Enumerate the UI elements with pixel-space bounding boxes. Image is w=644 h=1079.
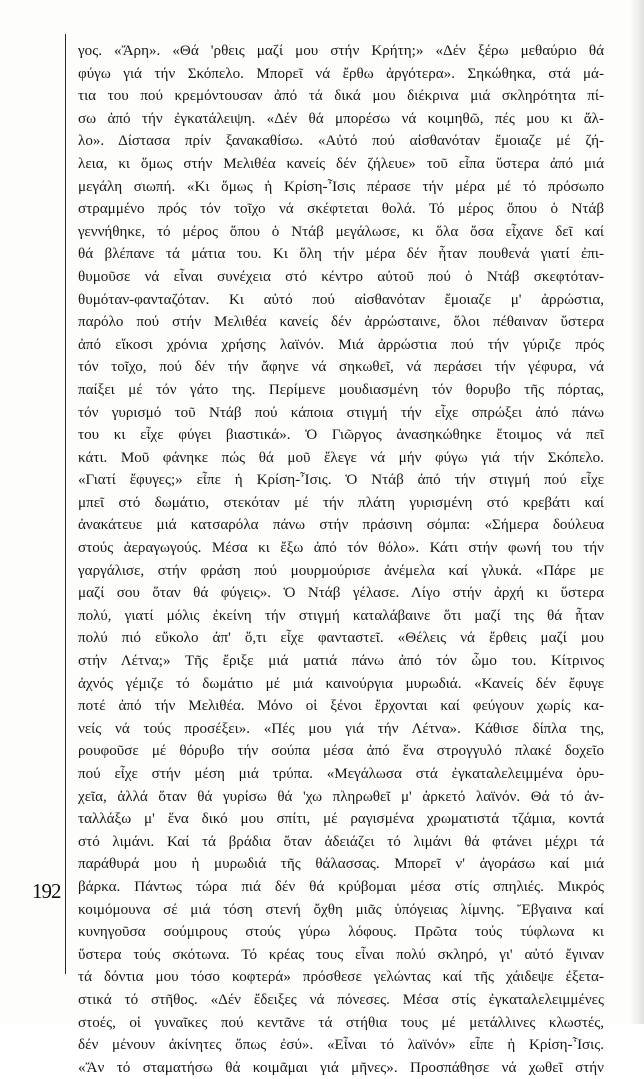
text-line: «Γιατί ἔφυγες;» εἶπε ἡ Κρίση-Ἶσις. Ὁ Ντάβ ἀπό τήν στιγμή πού εἶχε [78, 472, 604, 489]
text-line: χεῖα, ἀλλά ὅταν θά γυρίσω θά 'χω πληρωθεῖ μ' ἀρκετό λαϊνόν. Θά τό ἀν- [78, 788, 604, 805]
text-line: φύγω γιά τήν Σκόπελο. Μπορεῖ νά ἔρθω ἀργότερα». Σηκώθηκα, στά μά- [78, 65, 604, 82]
text-line: σω ἀπό τήν ἐγκατάλειψη. «Δέν θά μπορέσω νά κοιμηθῶ, πές μου κι ἄλ- [78, 110, 604, 127]
text-line: μαζί σου ὅταν θά φύγεις». Ὁ Ντάβ γέλασε. Λίγο στήν ἀρχή κι ὕστερα [78, 585, 604, 602]
text-line: τόν τοῖχο, πού δέν τήν ἄφηνε νά σηκωθεῖ, νά περάσει τήν γέφυρα, νά [78, 359, 604, 376]
text-line: κάτι. Μοῦ φάνηκε πώς θά μοῦ ἔλεγε νά μήν φύγω γιά τήν Σκόπελο. [78, 449, 604, 466]
margin-rule [65, 34, 66, 974]
text-line: τόν γυρισμό τοῦ Ντάβ πού κάποια στιγμή τήν εἶχε σπρώξει ἀπό πάνω [78, 404, 604, 421]
text-line: του κι εἶχε φύγει βιαστικά». Ὁ Γιῶργος ἀνασηκώθηκε ἕτοιμος νά πεῖ [78, 427, 604, 444]
text-line: κυνηγοῦσα σούμιρους στούς γύρω λόφους. Πρῶτα τούς τύφλωνα κι [78, 924, 604, 941]
text-line: στήν Λέτνα;» Τῆς ἔριξε μιά ματιά πάνω ἀπό τόν ὦμο του. Κίτρινος [78, 653, 604, 670]
text-line: γαργάλισε, στήν φράση πού μουρμούρισε ἀνέμελα καί γλυκά. «Πάρε με [78, 562, 604, 579]
text-line: ποτέ ἀπό τήν Μελιθέα. Μόνο οἱ ξένοι ἔρχονται καί φεύγουν χωρίς κα- [78, 698, 604, 715]
text-line: πολύ, γιατί μόλις ἐκείνη τήν στιγμή καταλάβαινε ὅτι μαζί της θά ἦταν [78, 607, 604, 624]
text-line: ρουφοῦσε μέ θόρυβο τήν σούπα μέσα ἀπό ἕνα στρογγυλό πλακέ δοχεῖο [78, 743, 604, 760]
text-line: βάρκα. Πάντως τώρα πιά δέν θά κρύβομαι μέσα στίς σπηλιές. Μικρός [78, 878, 604, 895]
text-line: γος. «Ἄρη». «Θά 'ρθεις μαζί μου στήν Κρήτη;» «Δέν ξέρω μεθαύριο θά [78, 43, 604, 59]
text-line: μπεῖ στό δωμάτιο, στεκόταν μέ τήν πλάτη γυρισμένη στό κρεβάτι καί [78, 494, 604, 511]
text-line: γεννήθηκε, τό μέρος ὅπου ὁ Ντάβ μεγάλωσε, κι ὅλα ὅσα εἶχανε δεῖ καί [78, 223, 604, 240]
text-line: στοές, οἱ γυναῖκες πού κεντᾶνε τά στήθια τους μέ μετάλλινες κλωστές, [78, 1014, 604, 1031]
text-line: στικά τό στῆθος. «Δέν ἔδειξες νά πόνεσες. Μέσα στίς ἐγκαταλελειμμένες [78, 991, 604, 1008]
text-line: πού εἶχε στήν μέση μιά τρύπα. «Μεγάλωσα στά ἐγκαταλελειμμένα ὀρυ- [78, 766, 604, 782]
text-line: λεια, κι ὅμως στήν Μελιθέα κανείς δέν ζήλευε» τοῦ εἶπα ὕστερα ἀπό μιά [78, 155, 604, 172]
text-line: τια του πού κρεμόντουσαν ἀπό τά δικά μου διέκρινα μιά σκληρότητα πί- [78, 88, 604, 105]
text-line: τά δόντια μου τόσο κοφτερά» πρόσθεσε γελώντας καί τῆς χάιδεψε ἐξετα- [78, 969, 604, 986]
text-line: κοιμόμουνα σέ μιά τόση στενή ὄχθη μιᾶς ὑπόγειας λίμνης. Ἔβγαινα καί [78, 901, 604, 918]
body-text [78, 40, 604, 1079]
text-line: στραμμένο πρός τόν τοῖχο νά σκέφτεται θολά. Τό μέρος ὅπου ὁ Ντάβ [78, 201, 604, 218]
text-line: δέν μένουν ἀκίνητες ὅπως ἐσύ». «Εἶναι τό λαϊνόν» εἶπε ἡ Κρίση-Ἶσις. [78, 1037, 604, 1054]
text-line: στούς ἀεραγωγούς. Μέσα κι ἔξω ἀπό τόν θόλο». Κάτι στήν φωνή του τήν [78, 540, 604, 557]
text-line: ἀπό εἴκοσι χρόνια χρήσης λαϊνόν. Μιά ἀρρώστια πού τήν γύριζε πρός [78, 336, 604, 353]
text-line: παίξει μέ τόν γάτο της. Περίμενε μουδιασμένη τόν θορυβο τῆς πόρτας, [78, 381, 604, 398]
text-line: παρόλο πού στήν Μελιθέα κανείς δέν ἀρρώσταινε, ὅλοι πέθαιναν ὕστερα [78, 314, 604, 331]
text-line: ἀνακάτευε μιά κατσαρόλα πάνω στήν πράσινη σόμπα: «Σήμερα δούλευα [78, 517, 604, 534]
page-number: 192 [32, 879, 61, 903]
text-line: νείς νά τούς προσέξει». «Πές μου γιά τήν Λέτνα». Κάθισε δίπλα της, [78, 720, 604, 737]
text-line: μεγάλη σιωπή. «Κι ὅμως ἡ Κρίση-Ἶσις πέρασε τήν μέρα μέ τό πρόσωπο [78, 178, 604, 195]
page-edge-shadow [630, 0, 644, 1024]
text-line: ὕστερα τούς σκότωνα. Τό κρέας τους εἶναι πολύ σκληρό, γι' αὐτό ἔγιναν [78, 946, 604, 963]
text-line: «Ἄν τό σταματήσω θά κοιμᾶμαι γιά μῆνες». Προσπάθησε νά χωθεῖ στήν [78, 1059, 604, 1076]
text-line: ἀχνός γέμιζε τό δωμάτιο μέ μιά καινούργια μυρωδιά. «Κανείς δέν ἔφυγε [78, 675, 604, 692]
text-line: θυμοῦσε νά εἶναι συνέχεια στό κέντρο αὐτοῦ πού ὁ Ντάβ σκεφτόταν- [78, 268, 604, 285]
text-line: στό λιμάνι. Καί τά βράδια ὅταν ἀδειάζει τό λιμάνι θά φτάνει μέχρι τά [78, 833, 604, 850]
text-line: παράθυρά μου ἡ μυρωδιά τῆς θάλασσας. Μπορεῖ ν' ἀγοράσω καί μιά [78, 856, 604, 873]
text-line: θά βλέπανε τά μάτια του. Κι ὅλη τήν μέρα δέν ἦταν πουθενά γιατί ἐπι- [78, 246, 604, 263]
text-line: θυμόταν-φανταζόταν. Κι αὐτό πού αἰσθανόταν ἔμοιαζε μ' ἀρρώστια, [78, 291, 604, 308]
text-line: πολύ πιό εὔκολο ἀπ' ὅ,τι εἶχε φανταστεῖ. «Θέλεις νά ἔρθεις μαζί μου [78, 630, 604, 647]
text-line: ταλλάξω μ' ἕνα δικό μου σπίτι, μέ ραγισμένα χρωματιστά τζάμια, κοντά [78, 811, 604, 828]
text-line: λο». Δίστασα πρίν ξανακαθίσω. «Αὐτό πού αἰσθανόταν ἔμοιαζε μέ ζή- [78, 133, 604, 150]
